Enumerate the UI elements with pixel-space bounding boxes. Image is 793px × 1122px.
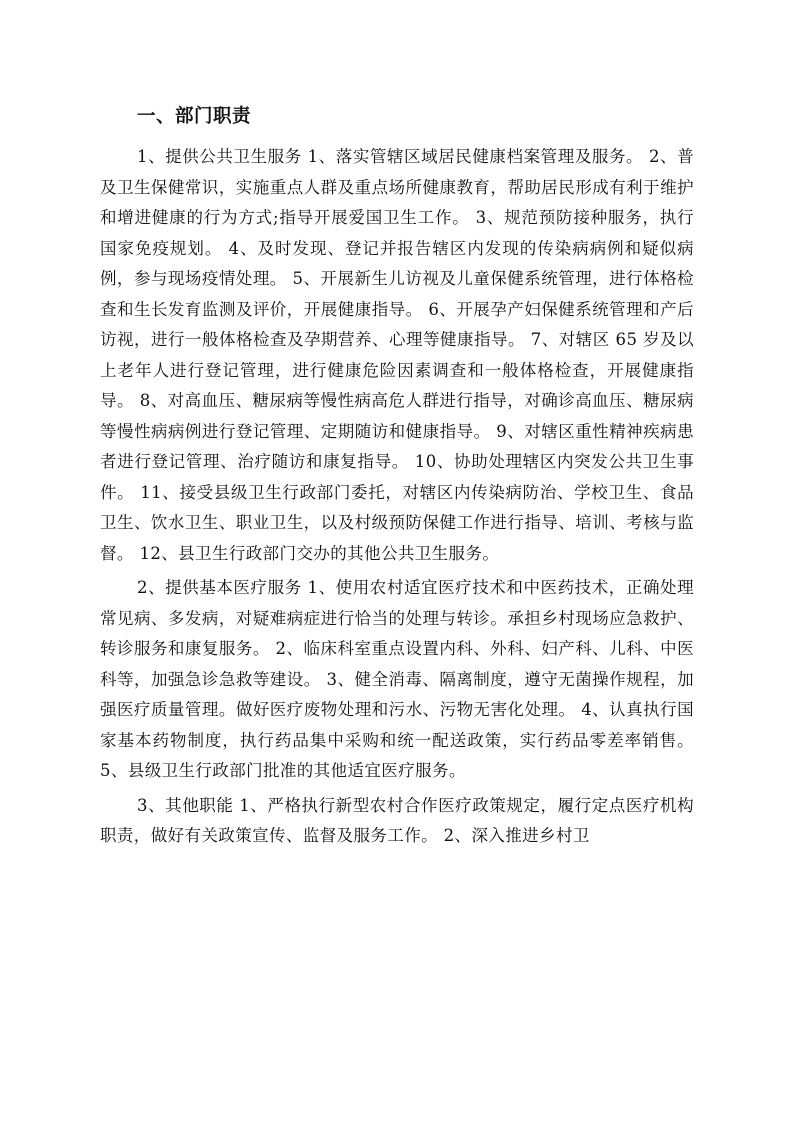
paragraph-public-health-services: 1、提供公共卫生服务 1、落实管辖区域居民健康档案管理及服务。 2、普及卫生保健常识，实施重点人群及重点场所健康教育，帮助居民形成有利于维护和增进健康的行为方式;指导开展爱国卫生工作。 3、规范预防接种服务，执行国家免疫规划。 4、及时发现、登记并报告辖区内发现的传染病病例和疑似病例，参与现场疫情处理。 5、开展新生儿访视及儿童保健系统管理，进行体格检查和生长发育监测及评价，开展健康指导。 6、开展孕产妇保健系统管理和产后访视，进行一般体格检查及孕期营养、心理等健康指导。 7、对辖区 65 岁及以上老年人进行登记管理，进行健康危险因素调查和一般体格检查，开展健康指导。 8、对高血压、糖尿病等慢性病高危人群进行指导，对确诊高血压、糖尿病等慢性病病例进行登记管理、定期随访和健康指导。 9、对辖区重性精神疾病患者进行登记管理、治疗随访和康复指导。 10、协助处理辖区内突发公共卫生事件。 11、接受县级卫生行政部门委托，对辖区内传染病防治、学校卫生、食品卫生、饮水卫生、职业卫生，以及村级预防保健工作进行指导、培训、考核与监督。 12、县卫生行政部门交办的其他公共卫生服务。 bbox=[100, 147, 694, 563]
section-heading: 一、部门职责 bbox=[137, 106, 252, 127]
paragraph-other-functions: 3、其他职能 1、严格执行新型农村合作医疗政策规定，履行定点医疗机构职责，做好有关政策宣传、监督及服务工作。 2、深入推进乡村卫 bbox=[100, 795, 694, 845]
paragraph-basic-medical-services: 2、提供基本医疗服务 1、使用农村适宜医疗技术和中医药技术，正确处理常见病、多发病，对疑难病症进行恰当的处理与转诊。承担乡村现场应急救护、转诊服务和康复服务。 2、临床科室重点设置内科、外科、妇产科、儿科、中医科等，加强急诊急救等建设。 3、健全消毒、隔离制度，遵守无菌操作规程，加强医疗质量管理。做好医疗废物处理和污水、污物无害化处理。 4、认真执行国家基本药物制度，执行药品集中采购和统一配送政策，实行药品零差率销售。 5、县级卫生行政部门批准的其他适宜医疗服务。 bbox=[100, 578, 694, 780]
document-body bbox=[100, 98, 694, 856]
